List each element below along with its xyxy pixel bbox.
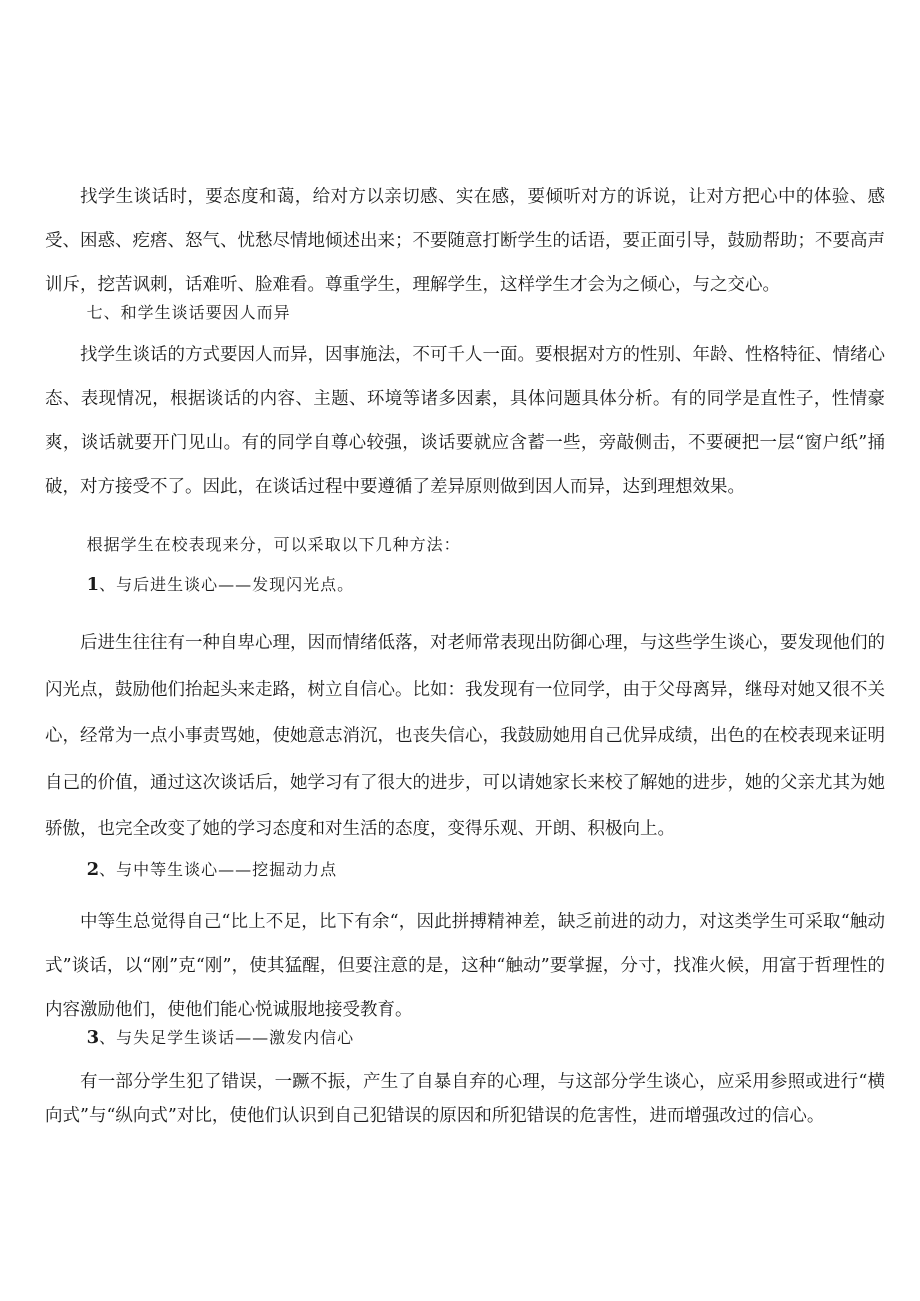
subheading-1-number: 1	[86, 574, 100, 595]
subheading-3-text: 、与失足学生谈话——激发内信心	[99, 1028, 355, 1047]
section-heading-7: 七、和学生谈话要因人而异	[86, 303, 291, 322]
subheading-2-number: 2	[86, 859, 100, 880]
methods-intro: 根据学生在校表现来分，可以采取以下几种方法：	[86, 535, 461, 554]
subheading-1-text: 、与后进生谈心——发现闪光点。	[99, 575, 355, 594]
paragraph-respect: 找学生谈话时，要态度和蔼，给对方以亲切感、实在感，要倾听对方的诉说，让对方把心中的体验、感受、困惑、疙瘩、怒气、忧愁尽情地倾述出来；不要随意打断学生的话语，要正面引导，鼓励帮助；不要高声训斥，挖苦讽刺，话难听、脸难看。尊重学生，理解学生，这样学生才会为之倾心，与之交心。	[45, 187, 885, 295]
paragraph-troubled-students: 有一部分学生犯了错误，一蹶不振，产生了自暴自弃的心理，与这部分学生谈心，应采用参照或进行“横向式”与“纵向式”对比，使他们认识到自己犯错误的原因和所犯错误的危害性，进而增强改过的信心。	[45, 1072, 885, 1126]
subheading-1	[45, 570, 885, 600]
paragraph-average-students: 中等生总觉得自己“比上不足，比下有余“，因此拼搏精神差，缺乏前进的动力，对这类学生可采取“触动式”谈话，以“刚”克“刚”，使其猛醒，但要注意的是，这种“触动”要掌握，分寸，找准火候，用富于哲理性的内容激励他们，使他们能心悦诚服地接受教育。	[45, 912, 885, 1020]
paragraph-individual-approach: 找学生谈话的方式要因人而异，因事施法，不可千人一面。要根据对方的性别、年龄、性格特征、情绪心态、表现情况，根据谈话的内容、主题、环境等诸多因素，具体问题具体分析。有的同学是直性子，性情豪爽，谈话就要开门见山。有的同学自尊心较强，谈话要就应含蓄一些，旁敲侧击，不要硬把一层“窗户纸”捅破，对方接受不了。因此，在谈话过程中要遵循了差异原则做到因人而异，达到理想效果。	[45, 345, 885, 497]
subheading-3	[45, 1023, 885, 1053]
subheading-2	[45, 855, 885, 885]
paragraph-underachievers: 后进生往往有一种自卑心理，因而情绪低落，对老师常表现出防御心理，与这些学生谈心，要发现他们的闪光点，鼓励他们抬起头来走路，树立自信心。比如：我发现有一位同学，由于父母离异，继母对她又很不关心，经常为一点小事责骂她，使她意志消沉，也丧失信心，我鼓励她用自己优异成绩，出色的在校表现来证明自己的价值，通过这次谈话后，她学习有了很大的进步，可以请她家长来校了解她的进步，她的父亲尤其为她骄傲，也完全改变了她的学习态度和对生活的态度，变得乐观、开朗、积极向上。	[45, 633, 885, 839]
subheading-2-text: 、与中等生谈心——挖掘动力点	[99, 860, 338, 879]
subheading-3-number: 3	[86, 1027, 100, 1048]
